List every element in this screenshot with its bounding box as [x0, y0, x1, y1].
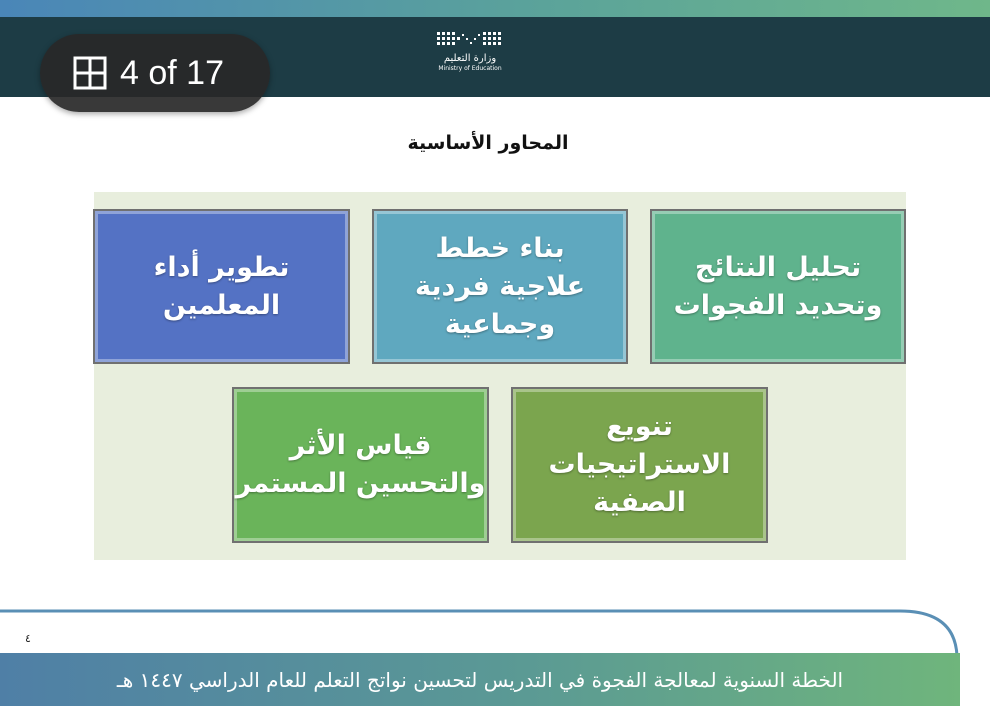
- pillar-box-impact-measurement: [232, 387, 489, 543]
- page-indicator-pill[interactable]: [40, 34, 270, 112]
- footer-text: الخطة السنوية لمعالجة الفجوة في التدريس لتحسين نواتج التعلم للعام الدراسي ١٤٤٧ هـ: [116, 667, 844, 692]
- section-title: المحاور الأساسية: [407, 132, 569, 154]
- footer-band: [0, 653, 960, 706]
- ministry-logo: [420, 30, 520, 90]
- pillar-box-results-analysis: [650, 209, 906, 364]
- pillar-label: تطوير أداء المعلمين: [153, 251, 290, 321]
- slide-number-mark: ٤: [25, 632, 31, 645]
- pillar-box-strategy-diversification: [511, 387, 768, 543]
- logo-arabic-text: وزارة التعليم: [443, 53, 497, 64]
- pillar-label: قياس الأثر والتحسين المستمر: [235, 430, 486, 499]
- page-indicator-text: 4 of 17: [120, 54, 224, 92]
- pillar-box-teacher-performance: [93, 209, 350, 364]
- pillar-label: تحليل النتائج وتحديد الفجوات: [673, 251, 883, 321]
- logo-english-text: Ministry of Education: [438, 65, 502, 72]
- top-accent-stripe: [0, 0, 990, 17]
- pillar-label: بناء خطط علاجية فردية وجماعية: [414, 232, 586, 340]
- pillar-label: تنويع الاستراتيجيات الصفية: [548, 411, 731, 518]
- grid-icon[interactable]: [73, 56, 107, 90]
- ministry-logo-dots-icon: [435, 30, 505, 52]
- pillar-box-remedial-plans: [372, 209, 628, 364]
